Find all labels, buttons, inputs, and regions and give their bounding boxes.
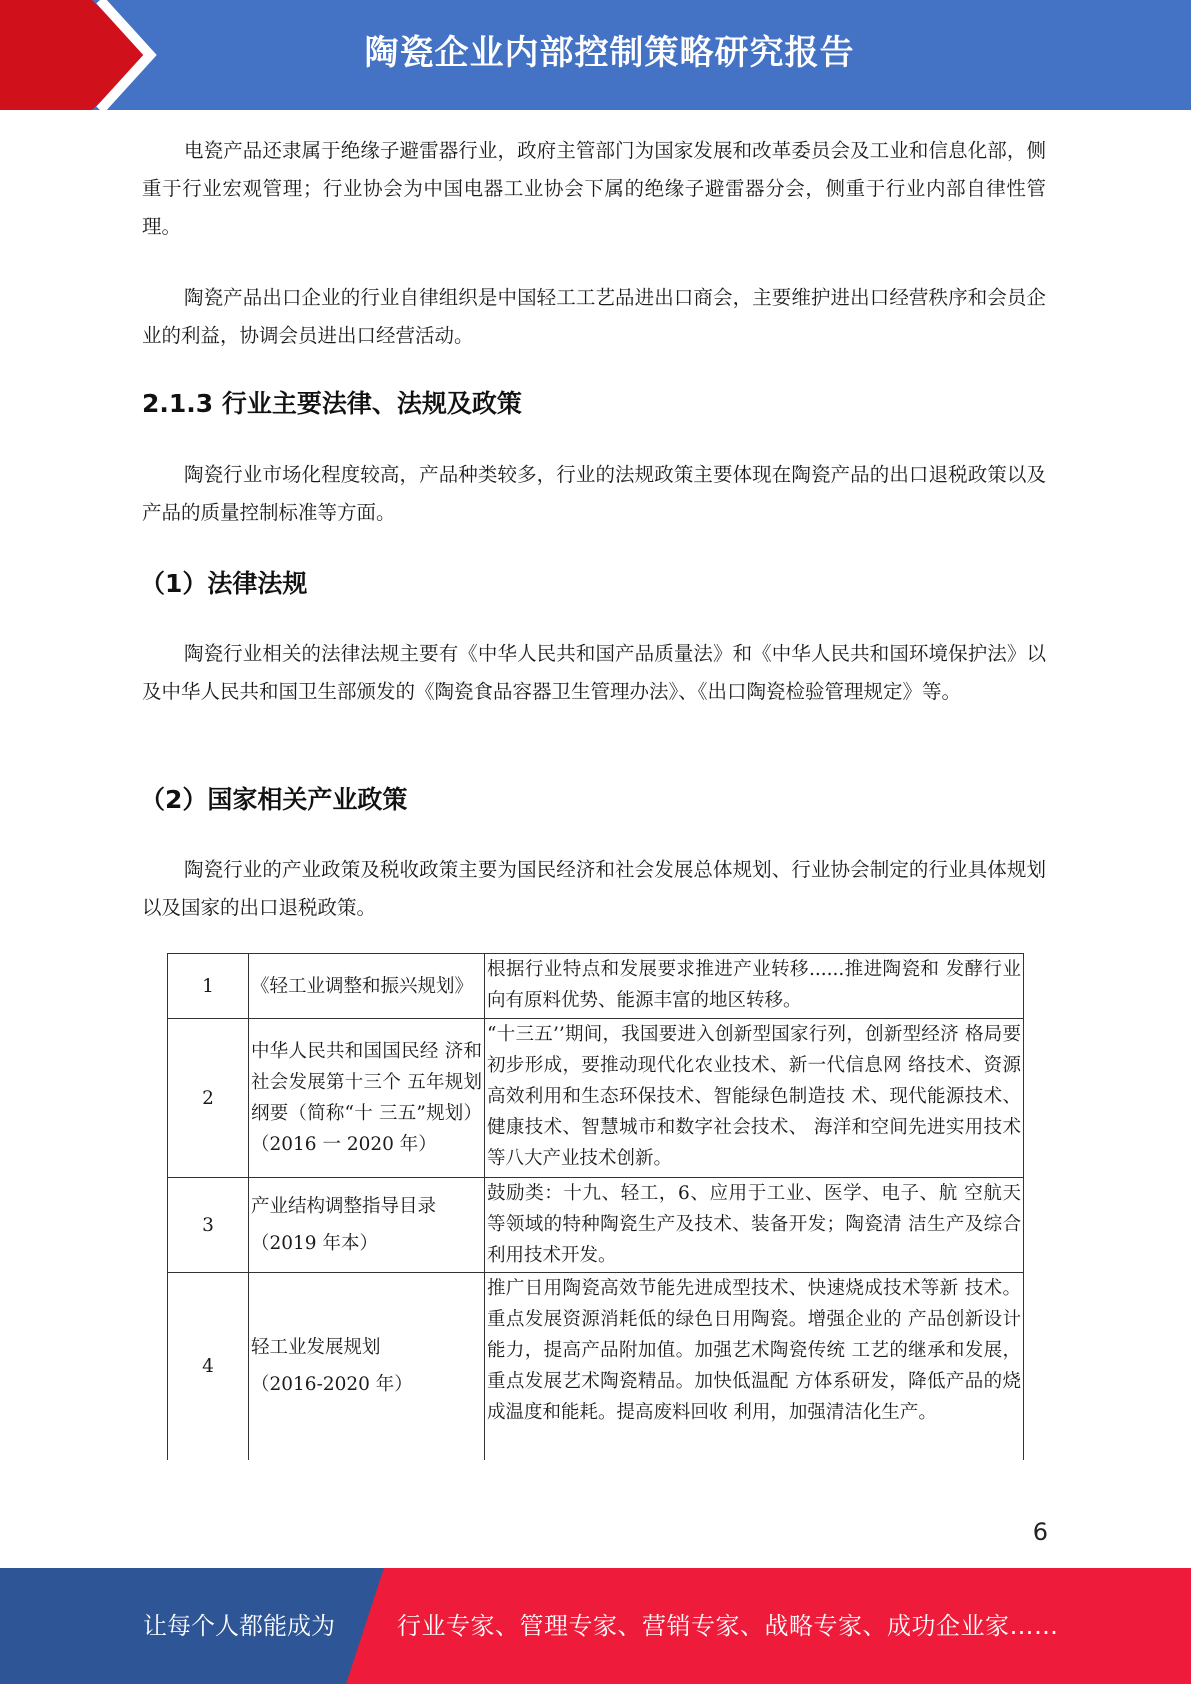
table-row (168, 954, 1024, 1019)
table-row (168, 1019, 1024, 1178)
table-row (168, 1178, 1024, 1273)
paragraph-text: 电瓷产品还隶属于绝缘子避雷器行业，政府主管部门为国家发展和改革委员会及工业和信息化部，侧重于行业宏观管理；行业协会为中国电器工业协会下属的绝缘子避雷器分会，侧重于行业内部自律性管理。 (142, 139, 1046, 238)
paragraph-industry-policy (142, 851, 1046, 927)
table-row (168, 1273, 1024, 1460)
paragraph-export-org (142, 279, 1046, 355)
policy-name: 《轻工业调整和振兴规划》 (249, 954, 485, 1019)
footer-slogan-left: 让每个人都能成为 (143, 1612, 335, 1640)
policy-name-year: （2019 年本） (251, 1233, 378, 1254)
paragraph-text: 陶瓷行业相关的法律法规主要有《中华人民共和国产品质量法》和《中华人民共和国环境保护法》以及中华人民共和国卫生部颁发的《陶瓷食品容器卫生管理办法》、《出口陶瓷检验管理规定》等。 (142, 642, 1046, 703)
policy-name (249, 1178, 485, 1273)
footer-slogan-right: 行业专家、管理专家、营销专家、战略专家、成功企业家…… (397, 1612, 1059, 1640)
policy-name-line: 轻工业发展规划 (251, 1337, 381, 1359)
paragraph-text: 陶瓷行业市场化程度较高，产品种类较多，行业的法规政策主要体现在陶瓷产品的出口退税政策以及产品的质量控制标准等方面。 (142, 463, 1046, 524)
policy-description: 鼓励类：十九、轻工，6、应用于工业、医学、电子、航 空航天等领域的特种陶瓷生产及技术、装备开发；陶瓷清 洁生产及综合利用技术开发。 (485, 1178, 1024, 1273)
policy-description: 推广日用陶瓷高效节能先进成型技术、快速烧成技术等新 技术。重点发展资源消耗低的绿色日用陶瓷。增强企业的 产品创新设计能力，提高产品附加值。加强艺术陶瓷传统 工艺的继承和发展，重点发展艺术陶瓷精品。加快低温配 方体系研发，降低产品的烧成温度和能耗。提高废料回收 利用，加强清洁化生产。 (485, 1273, 1024, 1460)
policy-name: 中华人民共和国国民经 济和社会发展第十三个 五年规划纲要（简称“十 三五”规划）（2016 一 2020 年） (249, 1019, 485, 1178)
paragraph-laws (142, 635, 1046, 711)
policy-description: “十三五’’期间，我国要进入创新型国家行列，创新型经济 格局要初步形成，要推动现代化农业技术、新一代信息网 络技术、资源高效利用和生态环保技术、智能绿色制造技 术、现代能源技术、健康技术、智慧城市和数字社会技术、 海洋和空间先进实用技术等八大产业技术创新。 (485, 1019, 1024, 1178)
row-number: 1 (168, 954, 249, 1019)
row-number: 3 (168, 1178, 249, 1273)
paragraph-text: 陶瓷产品出口企业的行业自律组织是中国轻工工艺品进出口商会，主要维护进出口经营秩序和会员企业的利益，协调会员进出口经营活动。 (142, 286, 1046, 347)
report-title: 陶瓷企业内部控制策略研究报告 (364, 33, 855, 73)
policy-name-year: （2016-2020 年） (251, 1374, 413, 1396)
page-footer (0, 1568, 1191, 1684)
policy-name (249, 1273, 485, 1460)
policy-description: 根据行业特点和发展要求推进产业转移......推进陶瓷和 发酵行业向有原料优势、能源丰富的地区转移。 (485, 954, 1024, 1019)
page-number: 6 (1032, 1518, 1048, 1546)
page-header (0, 0, 1191, 110)
paragraph-market (142, 456, 1046, 532)
paragraph-electric-porcelain (142, 132, 1046, 246)
subheading-industry-policy: （2）国家相关产业政策 (140, 785, 408, 814)
subheading-laws: （1）法律法规 (140, 569, 308, 598)
policy-name-line: 产业结构调整指导目录 (251, 1196, 437, 1217)
row-number: 2 (168, 1019, 249, 1178)
policy-table (167, 953, 1024, 1460)
section-heading-2-1-3: 2.1.3 行业主要法律、法规及政策 (142, 389, 522, 418)
row-number: 4 (168, 1273, 249, 1460)
paragraph-text: 陶瓷行业的产业政策及税收政策主要为国民经济和社会发展总体规划、行业协会制定的行业具体规划以及国家的出口退税政策。 (142, 858, 1046, 919)
